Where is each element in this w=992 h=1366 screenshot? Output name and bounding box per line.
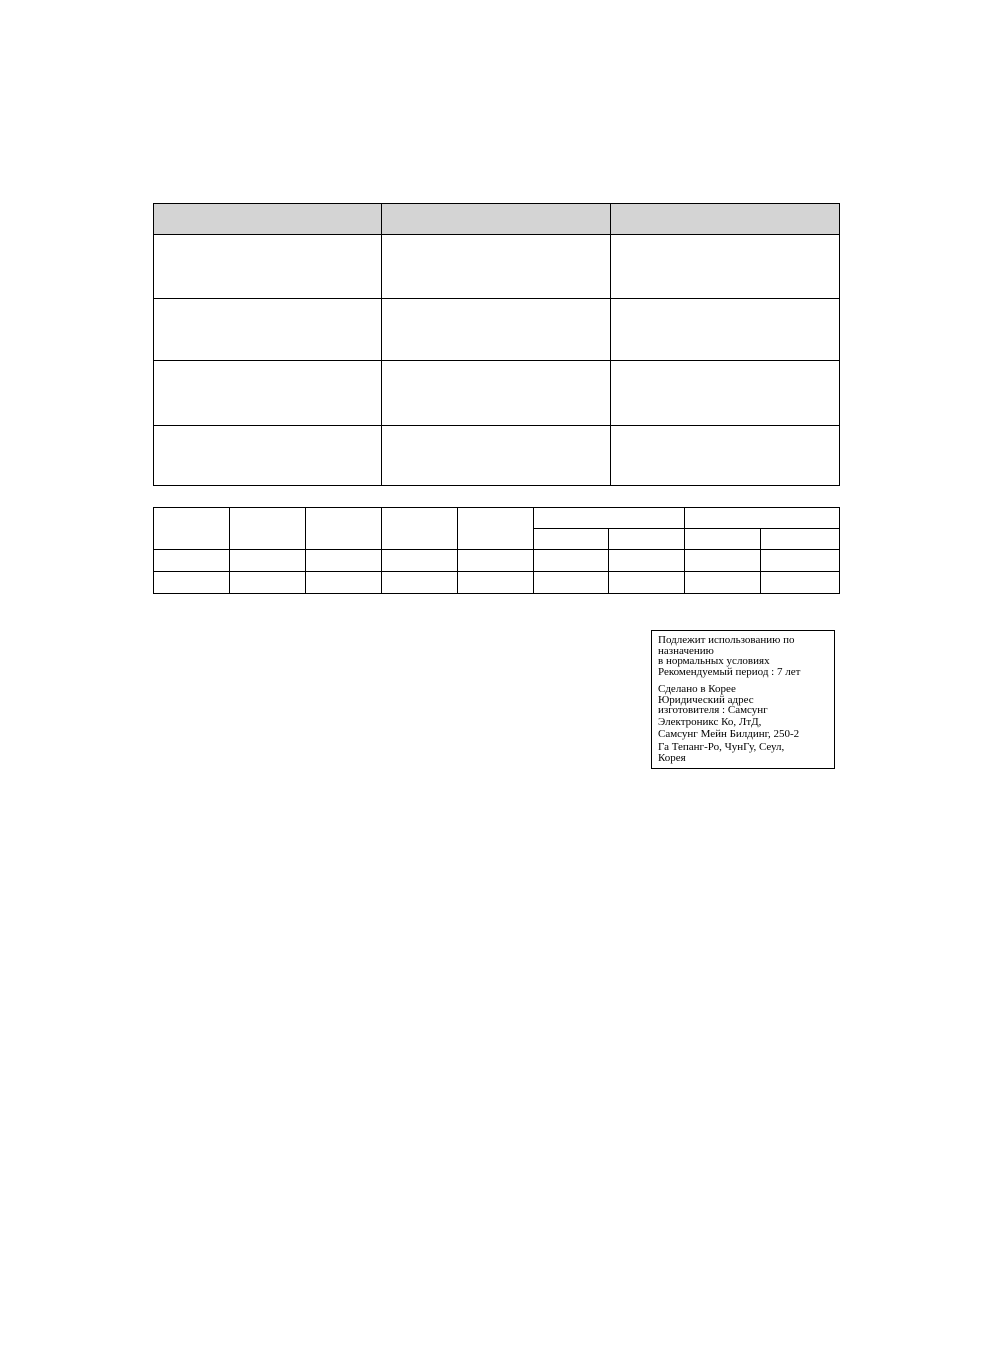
parameters-subheader-cell	[761, 529, 840, 550]
spec-table-header-cell	[611, 204, 840, 235]
table-cell	[382, 426, 611, 486]
manufacturer-label-box	[651, 630, 835, 769]
table-row	[154, 235, 840, 299]
table-cell	[534, 550, 609, 572]
table-cell	[761, 572, 840, 594]
legal-address-line: Корея	[658, 752, 686, 764]
legal-address-line: Электроникс Ко, ЛтД,	[658, 715, 762, 728]
parameters-header-cell	[382, 508, 458, 550]
service-period-line: Рекомендуемый период : 7 лет	[658, 665, 801, 678]
table-cell	[154, 299, 382, 361]
parameters-subheader-cell	[609, 529, 685, 550]
parameters-group-header-cell	[685, 508, 840, 529]
table-cell	[534, 572, 609, 594]
table-cell	[611, 426, 840, 486]
parameters-subheader-cell	[534, 529, 609, 550]
table-cell	[611, 299, 840, 361]
table-cell	[685, 550, 761, 572]
table-row	[154, 361, 840, 426]
table-cell	[154, 361, 382, 426]
table-cell	[685, 572, 761, 594]
table-cell	[609, 572, 685, 594]
table-cell	[382, 550, 458, 572]
spec-table-header-row	[154, 204, 840, 235]
table-cell	[382, 572, 458, 594]
made-in-line: Сделано в Корее	[658, 683, 736, 695]
table-row	[154, 550, 840, 572]
usage-line: назначению	[658, 644, 714, 657]
parameters-header-cell	[458, 508, 534, 550]
table-cell	[306, 550, 382, 572]
legal-address-line: Га Тепанг-Ро, ЧунГу, Сеул,	[658, 740, 785, 753]
table-cell	[154, 572, 230, 594]
spec-table-header-cell	[154, 204, 382, 235]
parameters-table	[153, 507, 840, 594]
legal-address-line: Самсунг Мейн Билдинг, 250-2	[658, 728, 800, 740]
table-cell	[154, 426, 382, 486]
legal-address-line: изготовителя : Самсунг	[658, 704, 768, 716]
table-cell	[611, 361, 840, 426]
table-cell	[458, 550, 534, 572]
table-row	[154, 426, 840, 486]
table-cell	[382, 299, 611, 361]
parameters-subheader-cell	[685, 529, 761, 550]
usage-line: в нормальных условиях	[658, 655, 770, 667]
table-row	[154, 299, 840, 361]
table-cell	[458, 572, 534, 594]
table-cell	[611, 235, 840, 299]
table-cell	[154, 235, 382, 299]
table-cell	[230, 550, 306, 572]
legal-address-line: Юридический адрес	[658, 693, 754, 706]
table-row	[154, 572, 840, 594]
table-cell	[306, 572, 382, 594]
spec-table	[153, 203, 840, 486]
table-cell	[230, 572, 306, 594]
parameters-group-header-cell	[534, 508, 685, 529]
usage-line: Подлежит использованию по	[658, 634, 795, 646]
table-cell	[382, 361, 611, 426]
table-cell	[761, 550, 840, 572]
parameters-header-cell	[230, 508, 306, 550]
table-cell	[154, 550, 230, 572]
parameters-table-header-row	[154, 508, 840, 529]
spec-table-header-cell	[382, 204, 611, 235]
table-cell	[382, 235, 611, 299]
table-cell	[609, 550, 685, 572]
parameters-header-cell	[154, 508, 230, 550]
parameters-header-cell	[306, 508, 382, 550]
